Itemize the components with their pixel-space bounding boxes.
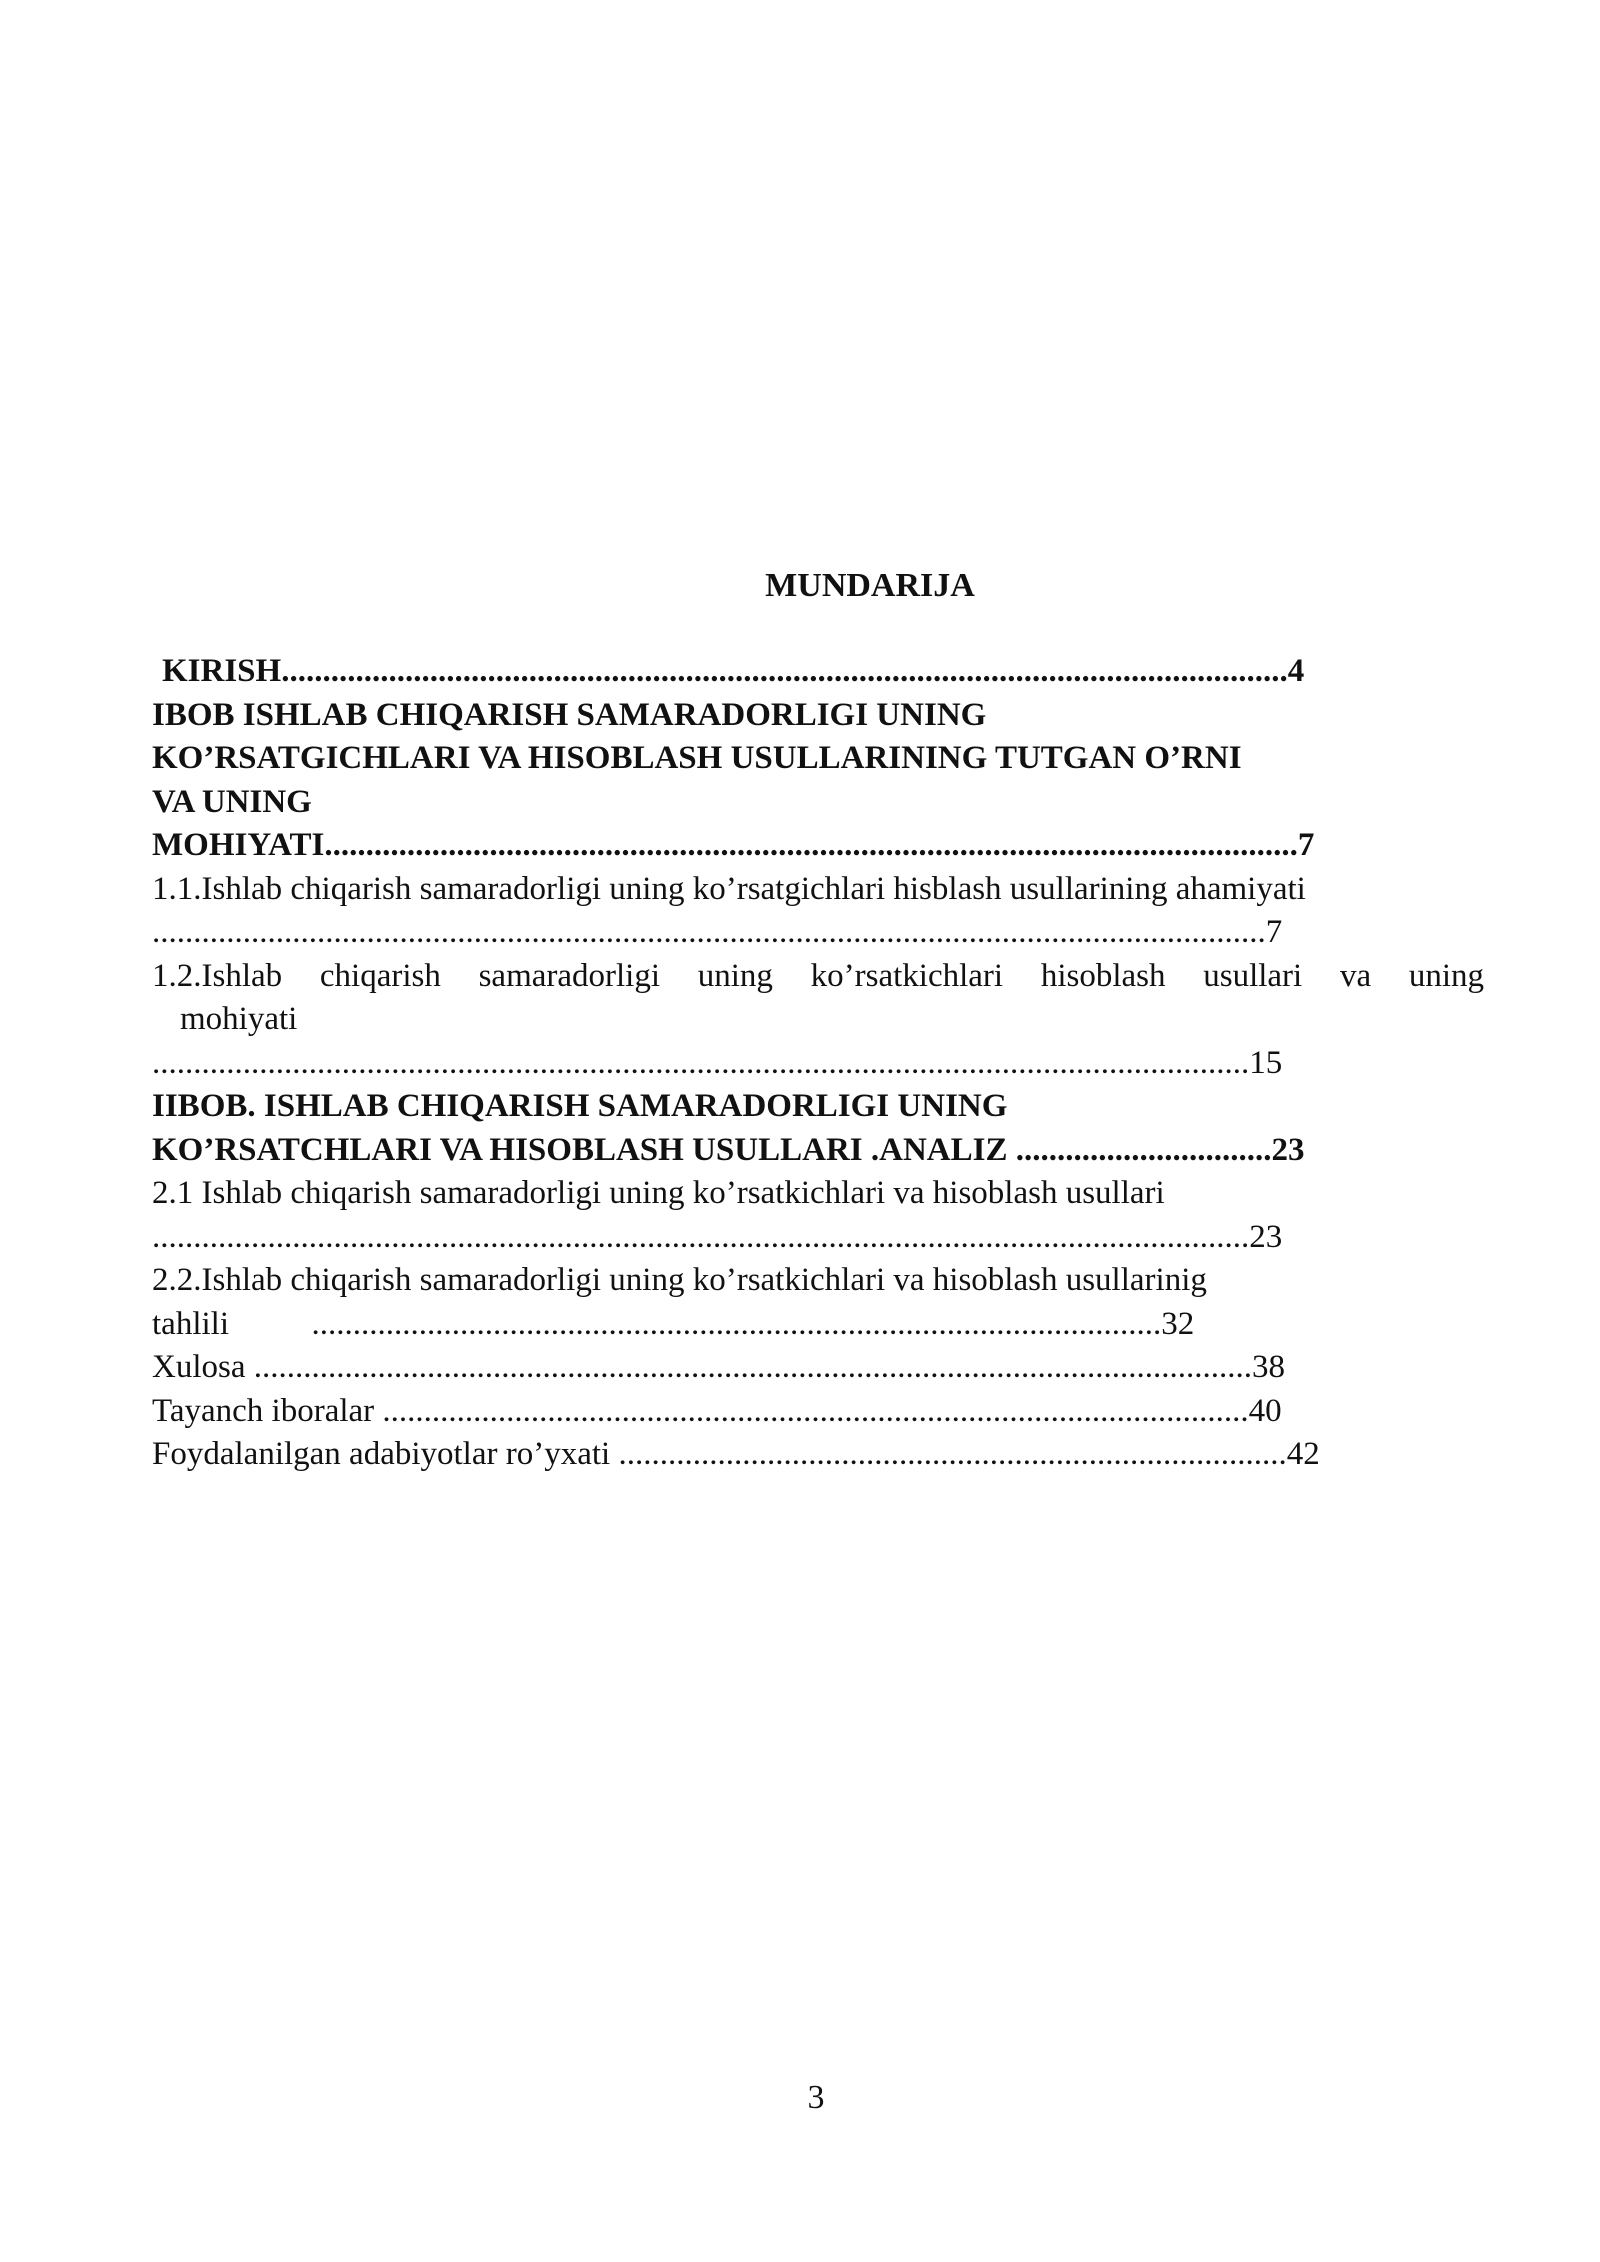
toc-entry-section-1-1-line-2: .......................................................................................................................................7 bbox=[152, 914, 1283, 950]
table-of-contents bbox=[152, 650, 1484, 1477]
toc-entry-chapter-1-line-4: MOHIYATI......................................................................................................................7 bbox=[152, 827, 1315, 863]
page-title: MUNDARIJA bbox=[765, 567, 975, 604]
toc-entry-section-1-1-line-1: 1.1.Ishlab chiqarish samaradorligi uning ko’rsatgichlari hisblash usullarining ahamiyati bbox=[152, 870, 1306, 907]
toc-entry-xulosa: Xulosa .........................................................................................................................38 bbox=[152, 1349, 1285, 1385]
toc-entry-section-1-2-line-3: .....................................................................................................................................15 bbox=[152, 1044, 1283, 1081]
toc-entry-chapter-1-line-3: VA UNING bbox=[152, 783, 312, 820]
toc-entry-section-2-2-line-2: tahlili .......................................................................................................32 bbox=[152, 1305, 1195, 1342]
toc-entry-tayanch-iboralar: Tayanch iboralar .........................................................................................................40 bbox=[152, 1392, 1282, 1429]
toc-entry-kirish: KIRISH..........................................................................................................................4 bbox=[162, 653, 1305, 689]
toc-entry-section-2-1-line-2: .....................................................................................................................................23 bbox=[152, 1218, 1283, 1255]
toc-entry-section-1-2-line-1: 1.2.Ishlab chiqarish samaradorligi uning ko’rsatkichlari hisoblash usullari va uning bbox=[152, 957, 1484, 994]
toc-entry-chapter-2-line-1: IIBOB. ISHLAB CHIQARISH SAMARADORLIGI UNING bbox=[152, 1088, 1008, 1124]
toc-entry-chapter-1-line-2: KO’RSATGICHLARI VA HISOBLASH USULLARINING TUTGAN O’RNI bbox=[152, 740, 1242, 776]
toc-entry-chapter-2-line-2: KO’RSATCHLARI VA HISOBLASH USULLARI .ANALIZ ...............................23 bbox=[152, 1131, 1305, 1168]
page-number: 3 bbox=[807, 2079, 825, 2116]
toc-entry-section-2-2-line-1: 2.2.Ishlab chiqarish samaradorligi uning ko’rsatkichlari va hisoblash usullarinig bbox=[152, 1262, 1207, 1298]
toc-entry-section-2-1-line-1: 2.1 Ishlab chiqarish samaradorligi uning ko’rsatkichlari va hisoblash usullari bbox=[152, 1175, 1165, 1211]
toc-entry-section-1-2-line-2: mohiyati bbox=[180, 1001, 298, 1037]
toc-entry-chapter-1-line-1: IBOB ISHLAB CHIQARISH SAMARADORLIGI UNING bbox=[152, 696, 987, 733]
toc-entry-adabiyotlar: Foydalanilgan adabiyotlar ro’yxati .................................................................................42 bbox=[152, 1436, 1320, 1472]
